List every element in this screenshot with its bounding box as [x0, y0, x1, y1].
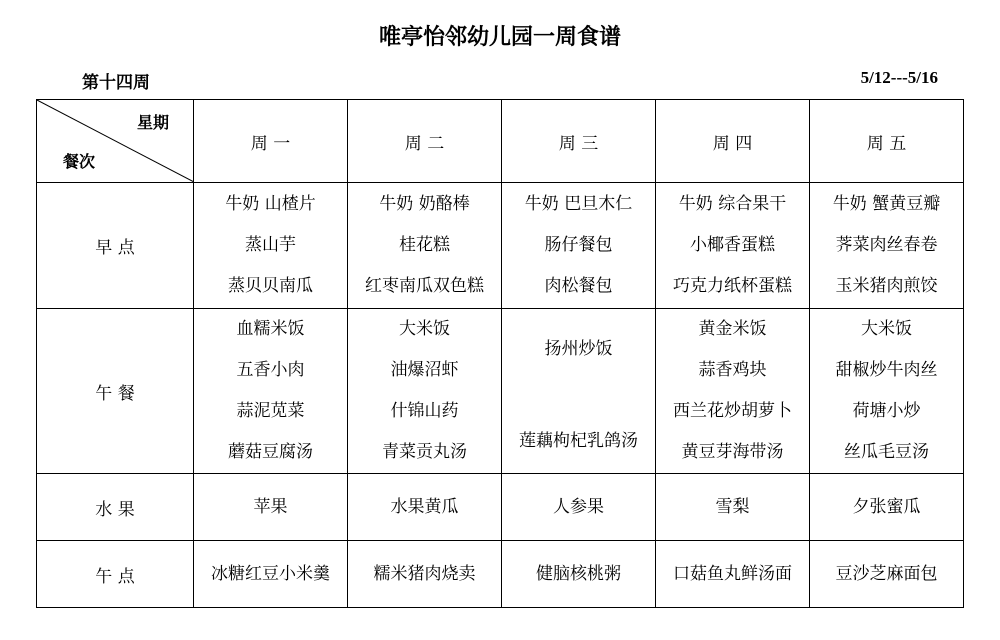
fruit-cell-mon	[194, 474, 348, 541]
lunch-cell-thu	[656, 309, 810, 474]
breakfast-row	[37, 183, 964, 309]
menu-item: 油爆沼虾	[390, 360, 459, 380]
menu-item: 小椰香蛋糕	[690, 235, 775, 255]
snack-cell-tue	[348, 541, 502, 608]
fruit-row	[37, 474, 964, 541]
fruit-cell-fri	[810, 474, 964, 541]
menu-item: 牛奶 蟹黄豆瓣	[832, 194, 941, 214]
menu-item: 大米饭	[399, 319, 450, 339]
weekly-menu-table	[36, 99, 964, 608]
lunch-cell-fri	[810, 309, 964, 474]
menu-item: 蒜泥苋菜	[236, 401, 305, 421]
snack-cell-fri	[810, 541, 964, 608]
breakfast-cell-wed	[502, 183, 656, 309]
corner-meal-label: 餐次	[63, 152, 96, 171]
lunch-row	[37, 309, 964, 474]
header-row	[37, 100, 964, 183]
lunch-cell-mon	[194, 309, 348, 474]
menu-item: 黄豆芽海带汤	[681, 442, 784, 462]
fruit-cell-wed	[502, 474, 656, 541]
meal-label-afternoon-snack: 午 点	[37, 541, 194, 608]
menu-item: 牛奶 巴旦木仁	[524, 194, 633, 214]
fruit-cell-thu	[656, 474, 810, 541]
meal-label-lunch: 午 餐	[37, 309, 194, 474]
menu-item: 血糯米饭	[236, 319, 305, 339]
menu-item: 荷塘小炒	[852, 401, 921, 421]
menu-item: 蘑菇豆腐汤	[228, 442, 313, 462]
breakfast-cell-thu	[656, 183, 810, 309]
day-header-fri: 周 五	[810, 100, 964, 183]
menu-item: 糯米猪肉烧卖	[373, 563, 476, 584]
day-header-tue: 周 二	[348, 100, 502, 183]
snack-cell-mon	[194, 541, 348, 608]
breakfast-cell-mon	[194, 183, 348, 309]
day-header-thu: 周 四	[656, 100, 810, 183]
menu-item: 牛奶 山楂片	[225, 194, 316, 214]
day-header-mon: 周 一	[194, 100, 348, 183]
menu-item: 夕张蜜瓜	[852, 496, 921, 517]
menu-item: 什锦山药	[390, 401, 459, 421]
afternoon-snack-row	[37, 541, 964, 608]
menu-item: 丝瓜毛豆汤	[844, 442, 929, 462]
meal-label-fruit: 水 果	[37, 474, 194, 541]
menu-item: 肉松餐包	[544, 276, 613, 296]
menu-item: 口菇鱼丸鲜汤面	[673, 563, 792, 584]
meal-label-breakfast: 早 点	[37, 183, 194, 309]
menu-item: 牛奶 奶酪棒	[379, 194, 470, 214]
corner-week-label: 星期	[136, 113, 169, 132]
menu-item: 黄金米饭	[698, 319, 767, 339]
menu-item: 豆沙芝麻面包	[835, 563, 938, 584]
menu-item: 红枣南瓜双色糕	[365, 276, 484, 296]
menu-item: 苹果	[253, 496, 288, 517]
menu-item: 人参果	[553, 496, 604, 517]
snack-cell-wed	[502, 541, 656, 608]
menu-item: 雪梨	[715, 496, 750, 517]
menu-item: 甜椒炒牛肉丝	[835, 360, 938, 380]
page-title: 唯亭怡邻幼儿园一周食谱	[378, 25, 621, 50]
menu-item: 巧克力纸杯蛋糕	[673, 276, 792, 296]
diagonal-divider	[37, 100, 193, 182]
day-header-wed: 周 三	[502, 100, 656, 183]
menu-item: 牛奶 综合果干	[678, 194, 787, 214]
fruit-cell-tue	[348, 474, 502, 541]
menu-item: 莲藕枸杞乳鸽汤	[519, 431, 638, 451]
snack-cell-thu	[656, 541, 810, 608]
date-range: 5/12---5/16	[860, 68, 938, 87]
week-label: 第十四周	[82, 73, 150, 93]
menu-item: 蒸山芋	[245, 235, 296, 255]
menu-item: 大米饭	[861, 319, 912, 339]
corner-cell	[37, 100, 194, 183]
lunch-cell-tue	[348, 309, 502, 474]
breakfast-cell-fri	[810, 183, 964, 309]
menu-item: 冰糖红豆小米羹	[211, 563, 330, 584]
breakfast-cell-tue	[348, 183, 502, 309]
menu-item: 五香小肉	[236, 360, 305, 380]
menu-item: 蒸贝贝南瓜	[228, 276, 313, 296]
menu-item: 扬州炒饭	[544, 339, 613, 359]
menu-item: 水果黄瓜	[390, 496, 459, 517]
menu-item: 西兰花炒胡萝卜	[673, 401, 792, 421]
menu-item: 玉米猪肉煎饺	[835, 276, 938, 296]
menu-item: 健脑核桃粥	[536, 563, 621, 584]
menu-item: 荠菜肉丝春卷	[835, 235, 938, 255]
menu-item: 青菜贡丸汤	[382, 442, 467, 462]
lunch-cell-wed	[502, 309, 656, 474]
menu-item: 蒜香鸡块	[698, 360, 767, 380]
menu-item: 肠仔餐包	[544, 235, 613, 255]
menu-item: 桂花糕	[399, 235, 450, 255]
